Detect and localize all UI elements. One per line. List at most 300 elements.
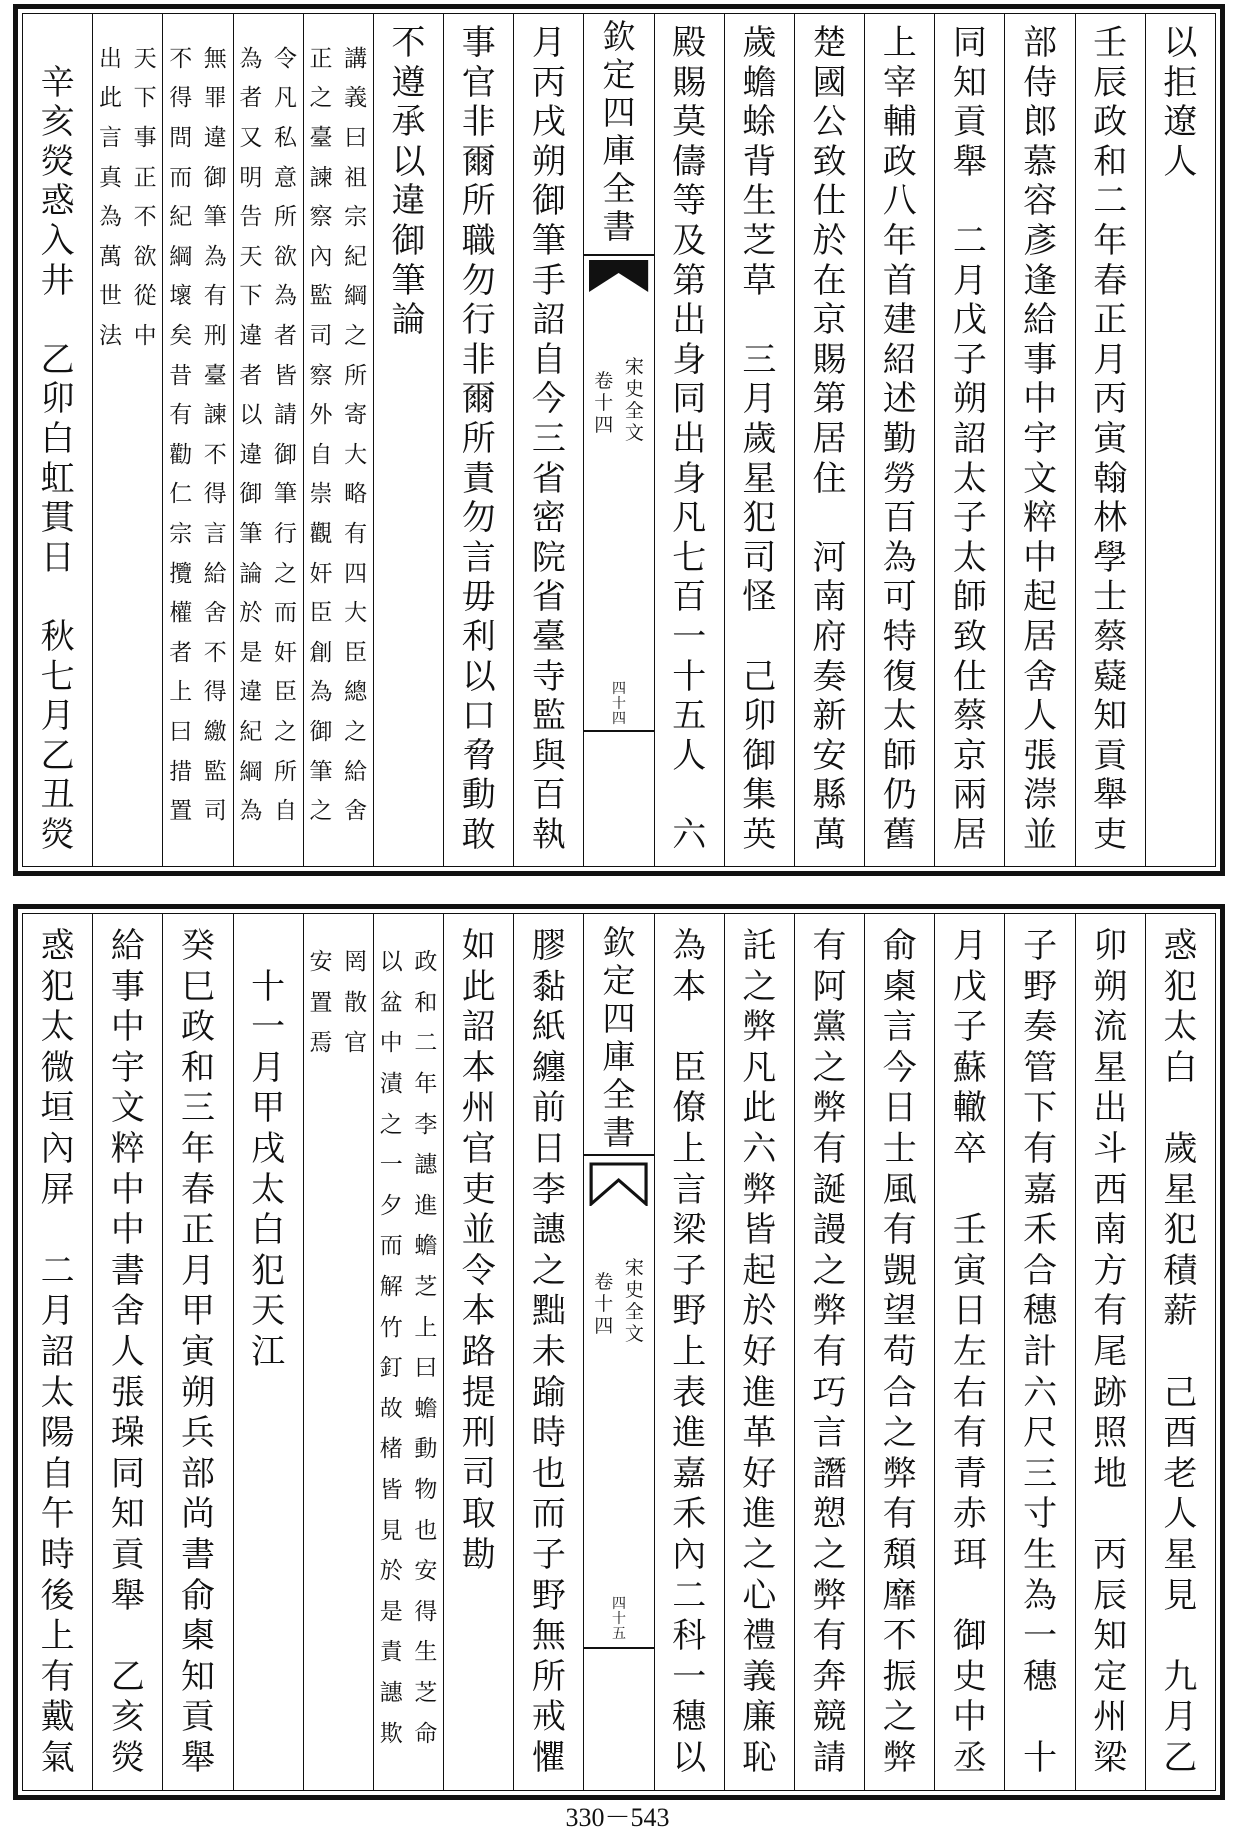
commentary-line-right <box>409 942 444 1754</box>
glyph: 星 <box>742 458 777 499</box>
glyph: 卷 <box>594 1271 614 1293</box>
glyph: 地 <box>1093 1453 1128 1494</box>
column-text <box>23 64 92 856</box>
banner-rule <box>584 254 653 256</box>
commentary-line-right <box>198 40 233 832</box>
glyph: 御 <box>391 220 426 261</box>
glyph: 卒 <box>952 1128 987 1169</box>
glyph: 州 <box>1093 1697 1128 1738</box>
commentary-line-left <box>163 40 198 832</box>
glyph: 政 <box>414 949 438 976</box>
glyph: 司 <box>309 322 333 349</box>
column-text <box>795 926 864 1778</box>
glyph: 政 <box>181 1007 215 1048</box>
glyph: 芝 <box>414 1679 438 1706</box>
glyph: 月 <box>531 23 566 63</box>
glyph: 亥 <box>40 102 75 143</box>
glyph: 一 <box>379 1152 403 1179</box>
glyph: 奏 <box>1023 1007 1058 1048</box>
glyph: 璪 <box>110 1413 145 1454</box>
glyph: 和 <box>1093 141 1128 182</box>
glyph: 戊 <box>952 300 987 341</box>
glyph <box>23 1210 92 1251</box>
glyph: 寅 <box>181 1331 215 1372</box>
glyph: 得 <box>414 1598 438 1625</box>
glyph: 戌 <box>531 102 566 143</box>
glyph: 筆 <box>391 260 426 301</box>
glyph: 大 <box>344 441 368 468</box>
glyph: 儔 <box>672 141 707 182</box>
glyph: 子 <box>1023 926 1058 966</box>
glyph: 月 <box>952 260 987 301</box>
glyph: 刑 <box>461 1413 496 1454</box>
glyph: 觀 <box>309 520 333 547</box>
glyph: 出 <box>1093 1088 1128 1129</box>
glyph: 熒 <box>40 814 75 855</box>
glyph: 仁 <box>169 481 193 508</box>
glyph: 皆 <box>379 1476 403 1503</box>
glyph: 好 <box>742 1453 777 1494</box>
glyph: 執 <box>531 814 566 855</box>
glyph: 居 <box>952 814 987 855</box>
glyph: 有 <box>1093 1291 1128 1332</box>
glyph: 賜 <box>812 339 847 380</box>
glyph: 散 <box>344 989 368 1016</box>
glyph: 黏 <box>531 966 566 1007</box>
glyph: 吏 <box>461 1169 496 1210</box>
glyph: 焉 <box>309 1030 333 1057</box>
glyph: 是 <box>379 1598 403 1625</box>
glyph: 子 <box>952 498 987 539</box>
glyph: 競 <box>812 1697 847 1738</box>
glyph: 酉 <box>1163 1413 1198 1454</box>
glyph: 安 <box>309 949 333 976</box>
glyph: 監 <box>203 758 227 785</box>
glyph: 總 <box>344 679 368 706</box>
glyph: 五 <box>672 696 707 737</box>
glyph: 身 <box>672 339 707 380</box>
glyph: 朔 <box>531 141 566 182</box>
glyph: 流 <box>1093 1007 1128 1048</box>
glyph: 弊 <box>812 1291 847 1332</box>
glyph: 譓 <box>414 1152 438 1179</box>
glyph: 惑 <box>40 926 75 966</box>
glyph: 月 <box>742 379 777 420</box>
glyph <box>1076 1494 1145 1535</box>
glyph: 寅 <box>952 1250 987 1291</box>
glyph: 非 <box>461 102 496 143</box>
glyph: 午 <box>40 1494 75 1535</box>
glyph: 蟾 <box>414 1233 438 1260</box>
glyph: 新 <box>812 696 847 737</box>
glyph: 正 <box>133 164 157 191</box>
glyph: 轍 <box>952 1088 987 1129</box>
text-column <box>443 914 513 1790</box>
glyph: 府 <box>812 616 847 657</box>
glyph: 犯 <box>251 1250 286 1291</box>
glyph: 所 <box>273 204 297 231</box>
glyph: 方 <box>1093 1250 1128 1291</box>
glyph: 舊 <box>882 814 917 855</box>
column-text <box>655 24 724 855</box>
glyph: 中 <box>110 1007 145 1048</box>
glyph: 卯 <box>40 379 75 420</box>
glyph: 在 <box>812 260 847 301</box>
text-column <box>864 14 934 866</box>
glyph: 司 <box>461 1453 496 1494</box>
banner-rule <box>584 730 653 732</box>
glyph: 如 <box>461 926 496 966</box>
glyph: 蟾 <box>742 62 777 103</box>
glyph: 第 <box>672 260 707 301</box>
text-column <box>23 914 92 1790</box>
glyph: 又 <box>239 125 263 152</box>
glyph: 禾 <box>672 1494 707 1535</box>
glyph: 師 <box>882 735 917 776</box>
glyph: 時 <box>531 1413 566 1454</box>
glyph: 筆 <box>309 758 333 785</box>
glyph: 人 <box>110 1331 145 1372</box>
glyph: 世 <box>99 283 123 310</box>
glyph: 表 <box>672 1372 707 1413</box>
glyph: 太 <box>40 1007 75 1048</box>
glyph: 同 <box>952 23 987 63</box>
glyph: 太 <box>40 1372 75 1413</box>
glyph: 年 <box>882 220 917 261</box>
glyph: 起 <box>1023 577 1058 618</box>
glyph: 十 <box>612 696 627 712</box>
text-column <box>92 914 162 1790</box>
glyph: 科 <box>672 1616 707 1657</box>
glyph: 事 <box>1023 339 1058 380</box>
glyph: 之 <box>812 1047 847 1088</box>
glyph: 有 <box>203 283 227 310</box>
glyph: 舍 <box>344 798 368 825</box>
glyph: 省 <box>531 458 566 499</box>
glyph: 察 <box>309 362 333 389</box>
glyph: 逢 <box>1023 260 1058 301</box>
glyph: 自 <box>273 798 297 825</box>
glyph: 以 <box>379 949 403 976</box>
glyph: 時 <box>40 1534 75 1575</box>
glyph: 敢 <box>461 814 496 855</box>
glyph: 十 <box>251 966 286 1007</box>
glyph: 輔 <box>882 102 917 143</box>
glyph: 御 <box>531 181 566 222</box>
glyph: 給 <box>110 926 145 966</box>
text-column <box>654 14 724 866</box>
glyph: 文 <box>624 1323 644 1345</box>
glyph: 御 <box>309 718 333 745</box>
glyph: 之 <box>379 1111 403 1138</box>
column-text <box>865 24 934 855</box>
glyph: 有 <box>882 1494 917 1535</box>
glyph: 月 <box>181 1250 215 1291</box>
glyph: 八 <box>882 181 917 222</box>
glyph: 下 <box>239 283 263 310</box>
glyph: 百 <box>882 498 917 539</box>
glyph: 白 <box>251 1210 286 1251</box>
glyph: 士 <box>1093 577 1128 618</box>
glyph: 七 <box>672 537 707 578</box>
glyph: 癸 <box>181 926 215 966</box>
glyph: 殿 <box>672 23 707 63</box>
glyph: 上 <box>882 23 917 63</box>
glyph: 朔 <box>181 1372 215 1413</box>
glyph: 文 <box>624 422 644 444</box>
glyph: 月 <box>952 926 987 966</box>
glyph: 斗 <box>1093 1128 1128 1169</box>
glyph: 人 <box>672 735 707 776</box>
glyph: 之 <box>273 718 297 745</box>
glyph: 十 <box>612 1611 627 1627</box>
commentary-line-right <box>128 40 163 357</box>
glyph: 太 <box>882 696 917 737</box>
glyph: 內 <box>40 1128 75 1169</box>
glyph: 勤 <box>882 418 917 459</box>
glyph: 舉 <box>952 141 987 182</box>
glyph: 進 <box>742 1372 777 1413</box>
glyph: 史 <box>624 1279 644 1301</box>
glyph: 有 <box>812 926 847 966</box>
glyph: 動 <box>414 1436 438 1463</box>
glyph: 尾 <box>1093 1331 1128 1372</box>
glyph: 一 <box>672 1656 707 1697</box>
glyph: 紀 <box>344 243 368 270</box>
glyph: 懼 <box>531 1737 566 1778</box>
glyph: 慕 <box>1023 141 1058 182</box>
glyph: 綱 <box>344 283 368 310</box>
glyph: 左 <box>952 1331 987 1372</box>
glyph: 戌 <box>251 1128 286 1169</box>
glyph: 江 <box>251 1331 286 1372</box>
glyph: 黨 <box>812 1007 847 1048</box>
glyph: 臣 <box>344 639 368 666</box>
glyph: 望 <box>882 1291 917 1332</box>
glyph: 庫 <box>602 1037 636 1076</box>
glyph: 勸 <box>169 441 193 468</box>
glyph: 禾 <box>1023 1210 1058 1251</box>
glyph: 詔 <box>531 300 566 341</box>
glyph: 子 <box>952 1007 987 1048</box>
glyph: 歲 <box>1163 1128 1198 1169</box>
glyph: 屏 <box>40 1169 75 1210</box>
glyph: 七 <box>40 656 75 697</box>
glyph: 奔 <box>812 1656 847 1697</box>
glyph: 文 <box>1023 458 1058 499</box>
glyph: 寺 <box>531 656 566 697</box>
glyph: 日 <box>531 1128 566 1169</box>
glyph: 薿 <box>1093 656 1128 697</box>
glyph: 辰 <box>1093 62 1128 103</box>
glyph: 纏 <box>531 1047 566 1088</box>
glyph: 御 <box>203 164 227 191</box>
glyph: 官 <box>461 1128 496 1169</box>
glyph: 今 <box>882 1047 917 1088</box>
glyph: 此 <box>461 966 496 1007</box>
banner-rule <box>584 1647 653 1649</box>
glyph: 子 <box>672 1250 707 1291</box>
glyph: 紀 <box>169 204 193 231</box>
glyph: 之 <box>812 1534 847 1575</box>
glyph: 部 <box>1023 23 1058 63</box>
glyph: 祖 <box>344 164 368 191</box>
glyph: 提 <box>461 1372 496 1413</box>
glyph: 御 <box>273 441 297 468</box>
glyph: 五 <box>612 1626 627 1642</box>
glyph: 御 <box>239 481 263 508</box>
glyph: 百 <box>672 577 707 618</box>
glyph: 己 <box>1163 1372 1198 1413</box>
glyph: 全 <box>624 400 644 422</box>
glyph: 致 <box>812 141 847 182</box>
glyph: 十 <box>594 1293 614 1315</box>
glyph: 也 <box>414 1517 438 1544</box>
volume-number <box>586 1271 621 1337</box>
glyph: 夕 <box>379 1192 403 1219</box>
glyph: 芝 <box>414 1273 438 1300</box>
glyph: 辰 <box>1093 1575 1128 1616</box>
glyph: 合 <box>1023 1250 1058 1291</box>
text-column <box>1145 914 1215 1790</box>
glyph: 蔡 <box>952 696 987 737</box>
glyph: 爾 <box>461 141 496 182</box>
glyph: 舍 <box>110 1291 145 1332</box>
column-text <box>725 24 794 855</box>
glyph: 繳 <box>203 718 227 745</box>
glyph: 本 <box>461 1047 496 1088</box>
glyph: 月 <box>1163 1697 1198 1738</box>
glyph: 星 <box>1163 1534 1198 1575</box>
glyph: 知 <box>1093 1616 1128 1657</box>
glyph: 明 <box>239 164 263 191</box>
glyph: 正 <box>181 1210 215 1251</box>
glyph: 縣 <box>812 775 847 816</box>
glyph: 刑 <box>203 322 227 349</box>
glyph: 首 <box>882 260 917 301</box>
glyph: 全 <box>602 1075 636 1114</box>
glyph: 犯 <box>1163 966 1198 1007</box>
glyph: 自 <box>531 339 566 380</box>
glyph: 同 <box>672 379 707 420</box>
glyph: 定 <box>602 961 636 1000</box>
glyph: 以 <box>461 656 496 697</box>
glyph: 三 <box>742 339 777 380</box>
glyph: 寄 <box>344 402 368 429</box>
glyph: 微 <box>40 1047 75 1088</box>
glyph: 為 <box>239 45 263 72</box>
glyph: 甲 <box>251 1088 286 1129</box>
glyph: 進 <box>742 1494 777 1535</box>
commentary-line-right <box>338 40 373 832</box>
glyph: 皆 <box>273 362 297 389</box>
glyph: 知 <box>1093 696 1128 737</box>
glyph: 丙 <box>1093 1534 1128 1575</box>
glyph <box>1146 1616 1215 1657</box>
fishtail-mark <box>589 260 648 292</box>
glyph: 朔 <box>1093 966 1128 1007</box>
glyph: 子 <box>952 339 987 380</box>
glyph: 一 <box>251 1007 286 1048</box>
glyph: 臺 <box>203 362 227 389</box>
glyph: 集 <box>742 775 777 816</box>
glyph: 御 <box>952 1616 987 1657</box>
glyph: 凡 <box>273 85 297 112</box>
glyph: 行 <box>461 300 496 341</box>
glyph: 官 <box>344 1030 368 1057</box>
glyph: 有 <box>1023 1128 1058 1169</box>
column-text <box>935 24 1004 855</box>
glyph: 下 <box>133 85 157 112</box>
glyph: 二 <box>672 1575 707 1616</box>
glyph: 日 <box>40 537 75 578</box>
glyph: 文 <box>110 1088 145 1129</box>
glyph: 等 <box>672 181 707 222</box>
glyph: 此 <box>742 1088 777 1129</box>
glyph: 與 <box>531 735 566 776</box>
glyph: 凡 <box>672 498 707 539</box>
glyph: 西 <box>1093 1169 1128 1210</box>
glyph: 置 <box>169 798 193 825</box>
glyph: 安 <box>812 735 847 776</box>
glyph: 草 <box>742 260 777 301</box>
glyph: 可 <box>882 577 917 618</box>
glyph: 英 <box>742 814 777 855</box>
glyph: 得 <box>203 481 227 508</box>
glyph: 萬 <box>812 814 847 855</box>
glyph: 三 <box>531 418 566 459</box>
glyph: 詔 <box>952 418 987 459</box>
text-column <box>513 14 583 866</box>
lower-leaf-grid <box>22 913 1216 1791</box>
column-text <box>374 24 443 341</box>
glyph: 見 <box>1163 1575 1198 1616</box>
glyph: 蔡 <box>1093 616 1128 657</box>
glyph: 六 <box>1023 1372 1058 1413</box>
text-column <box>724 14 794 866</box>
glyph: 兵 <box>181 1413 215 1454</box>
glyph: 利 <box>461 616 496 657</box>
glyph: 安 <box>414 1558 438 1585</box>
leaf-number <box>584 682 653 727</box>
glyph: 為 <box>309 679 333 706</box>
glyph: 南 <box>812 577 847 618</box>
glyph: 取 <box>461 1494 496 1535</box>
column-text <box>795 24 864 855</box>
glyph: 本 <box>672 966 707 1007</box>
glyph: 二 <box>952 220 987 261</box>
glyph: 九 <box>1163 1656 1198 1697</box>
glyph: 貢 <box>110 1534 145 1575</box>
glyph: 右 <box>952 1372 987 1413</box>
glyph <box>655 776 724 816</box>
glyph: 罪 <box>203 85 227 112</box>
text-column <box>233 914 303 1790</box>
commentary-line-left <box>234 40 269 832</box>
glyph <box>23 578 92 618</box>
glyph: 罔 <box>344 949 368 976</box>
glyph: 起 <box>742 1250 777 1291</box>
glyph <box>935 1576 1004 1617</box>
glyph: 奸 <box>273 639 297 666</box>
glyph: 中 <box>133 322 157 349</box>
glyph: 野 <box>1023 966 1058 1007</box>
glyph: 矣 <box>169 322 193 349</box>
glyph: 致 <box>952 616 987 657</box>
glyph: 熒 <box>40 141 75 182</box>
glyph: 寅 <box>1093 418 1128 459</box>
glyph: 梁 <box>1093 1737 1128 1778</box>
